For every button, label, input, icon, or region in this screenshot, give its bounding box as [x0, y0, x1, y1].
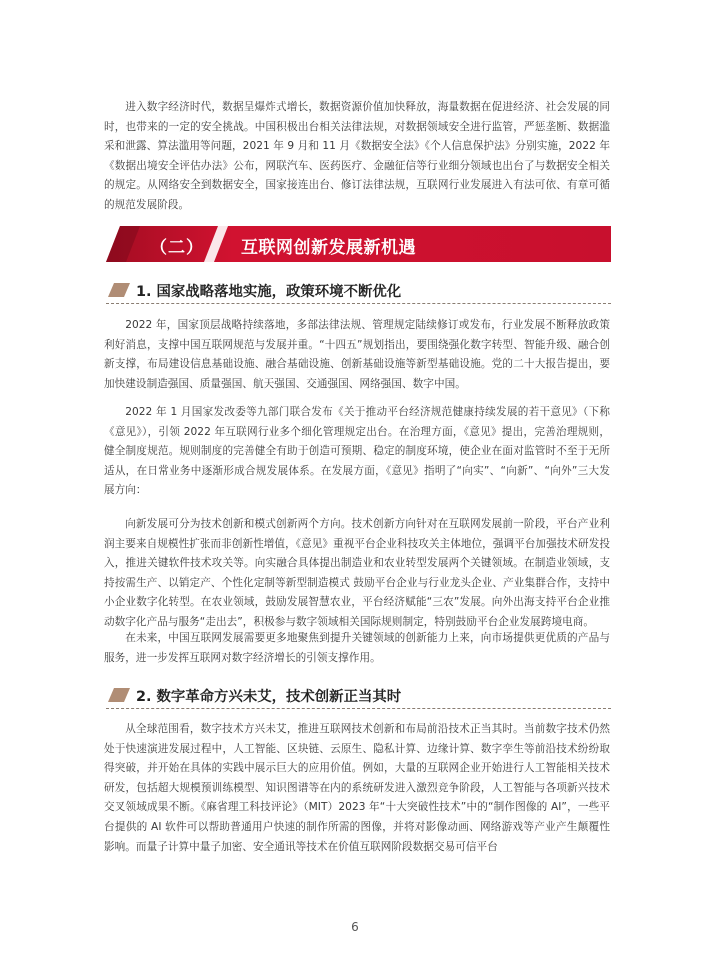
heading-divider [106, 708, 611, 709]
section-title: 互联网创新发展新机遇 [241, 238, 416, 258]
heading-marker-icon [108, 688, 130, 702]
subsection-1-heading [106, 278, 611, 302]
heading-marker-icon [108, 283, 130, 297]
subsection-2-paragraph-1: 从全球范围看，数字技术方兴未艾，推进互联网技术创新和布局前沿技术正当其时。当前数字技术仍然处于快速演进发展过程中，人工智能、区块链、云原生、隐私计算、边缘计算、数字孪生等前沿技术纷纷取得突破，并开始在具体的实践中展示巨大的应用价值。例如，大量的互联网企业开始进行人工智能相关技术研发，包括超大规模预训练模型、知识图谱等在内的系统研发进入激烈竞争阶段，人工智能与各项新兴技术交叉领域成果不断。《麻省理工科技评论》（MIT）2023 年“十大突破性技术”中的“制作图像的 AI”，一些平台提供的 AI 软件可以帮助普通用户快速的制作所需的图像，并将对影像动画、网络游戏等产业产生颠覆性影响。而量子计算中量子加密、安全通讯等技术在价值互联网阶段数据交易可信平台 [104, 723, 610, 853]
heading-divider [106, 303, 611, 304]
subsection-1-paragraph-3: 向新发展可分为技术创新和模式创新两个方向。技术创新方向针对在互联网发展前一阶段，平台产业利润主要来自规模性扩张而非创新性增值，《意见》重视平台企业科技攻关主体地位，强调平台加强技术研发投入，推进关键软件技术攻关等。向实融合具体提出制造业和农业转型发展两个关键领域。在制造业领域，支持按需生产、以销定产、个性化定制等新型制造模式 鼓励平台企业与行业龙头企业、产业集群合作，支持中小企业数字化转型。在农业领域，鼓励发展智慧农业，平台经济赋能“三农”发展。向外出海支持平台企业推动数字化产品与服务“走出去”，积极参与数字领域相关国际规则制定，特别鼓励平台企业发展跨境电商。 [104, 518, 610, 628]
subsection-2-title: 2. 数字革命方兴未艾，技术创新正当其时 [136, 689, 402, 705]
subsection-1-paragraph-1: 2022 年，国家顶层战略持续落地，多部法律法规、管理规定陆续修订或发布，行业发展不断释放政策利好消息，支撑中国互联网规范与发展并重。“十四五”规划指出，要围绕强化数字转型、智能升级、融合创新支撑，布局建设信息基础设施、融合基础设施、创新基础设施等新型基础设施。党的二十大报告提出，要加快建设制造强国、质量强国、航天强国、交通强国、网络强国、数字中国。 [104, 319, 610, 390]
subsection-1-title: 1. 国家战略落地实施，政策环境不断优化 [136, 284, 402, 300]
intro-paragraph: 进入数字经济时代，数据呈爆炸式增长，数据资源价值加快释放，海量数据在促进经济、社会发展的同时，也带来的一定的安全挑战。中国积极出台相关法律法规，对数据领域安全进行监管，严惩垄断、数据滥采和泄露、算法滥用等问题，2021 年 9 月和 11 月《数据安全法》《个人信息保护法》分别实施，2022 年《数据出境安全评估办法》公布，网联汽车、医药医疗、金融征信等行业细分领域也出台了与数据安全相关的规定。从网络安全到数据安全，国家接连出台、修订法律法规，互联网行业发展进入有法可依、有章可循的规范发展阶段。 [104, 101, 610, 211]
subsection-1-paragraph-4: 在未来，中国互联网发展需要更多地聚焦到提升关键领域的创新能力上来，向市场提供更优质的产品与服务，进一步发挥互联网对数字经济增长的引领支撑作用。 [104, 632, 610, 664]
subsection-1-paragraph-2: 2022 年 1 月国家发改委等九部门联合发布《关于推动平台经济规范健康持续发展的若干意见》（下称《意见》），引领 2022 年互联网行业多个细化管理规定出台。在治理方面，《意见》提出，完善治理规则，健全制度规范。规则制度的完善健全有助于创造可预期、稳定的制度环境，使企业在面对监管时不至于无所适从，在日常业务中逐渐形成合规发展体系。在发展方面，《意见》指明了“向实”、“向新”、“向外”三大发展方向： [104, 406, 610, 497]
section-banner [106, 226, 611, 262]
subsection-2-heading [106, 683, 611, 707]
page-number: 6 [351, 920, 359, 934]
section-number: （二） [150, 238, 204, 258]
